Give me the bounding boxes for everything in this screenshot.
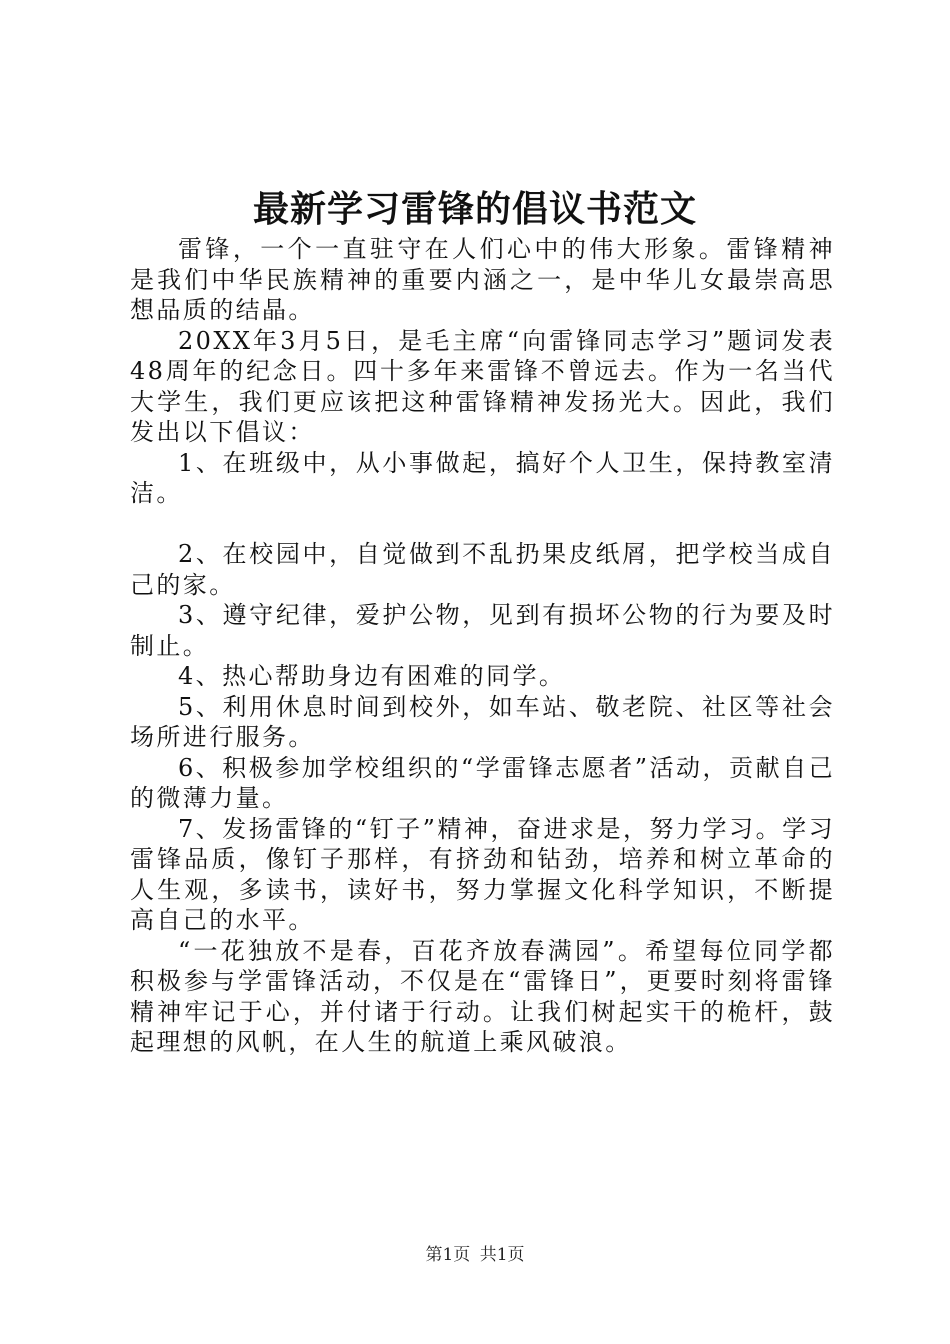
paragraph-intro: 雷锋，一个一直驻守在人们心中的伟大形象。雷锋精神是我们中华民族精神的重要内涵之一，是中华儿女最崇高思想品质的结晶。 (130, 235, 835, 324)
document-title: 最新学习雷锋的倡议书范文 (252, 188, 697, 230)
paragraph-proposal-5: 5、利用休息时间到校外，如车站、敬老院、社区等社会场所进行服务。 (130, 692, 835, 751)
page-footer (0, 1244, 950, 1266)
paragraph-proposal-1: 1、在班级中，从小事做起，搞好个人卫生，保持教室清洁。 (130, 448, 835, 507)
paragraph-proposal-3: 3、遵守纪律，爱护公物，见到有损坏公物的行为要及时制止。 (130, 601, 835, 660)
paragraph-proposal-4: 4、热心帮助身边有困难的同学。 (178, 662, 566, 690)
document-body (130, 234, 835, 1058)
paragraph-proposal-7: 7、发扬雷锋的“钉子”精神，奋进求是，努力学习。学习雷锋品质，像钉子那样，有挤劲和钻劲，培养和树立革命的人生观，多读书，读好书，努力掌握文化科学知识，不断提高自己的水平。 (130, 814, 835, 934)
paragraph-anniversary: 20XX年3月5日，是毛主席“向雷锋同志学习”题词发表48周年的纪念日。四十多年来雷锋不曾远去。作为一名当代大学生，我们更应该把这种雷锋精神发扬光大。因此，我们发出以下倡议： (130, 326, 835, 446)
page-number-total: 共1页 (479, 1245, 525, 1265)
paragraph-proposal-2: 2、在校园中，自觉做到不乱扔果皮纸屑，把学校当成自己的家。 (130, 540, 835, 599)
page-number-current: 第1页 (425, 1245, 471, 1265)
paragraph-closing: “一花独放不是春，百花齐放春满园”。希望每位同学都积极参与学雷锋活动，不仅是在“雷锋日”，更要时刻将雷锋精神牢记于心，并付诸于行动。让我们树起实干的桅杆，鼓起理想的风帆，在人生的航道上乘风破浪。 (130, 936, 835, 1056)
paragraph-proposal-6: 6、积极参加学校组织的“学雷锋志愿者”活动，贡献自己的微薄力量。 (130, 753, 835, 812)
